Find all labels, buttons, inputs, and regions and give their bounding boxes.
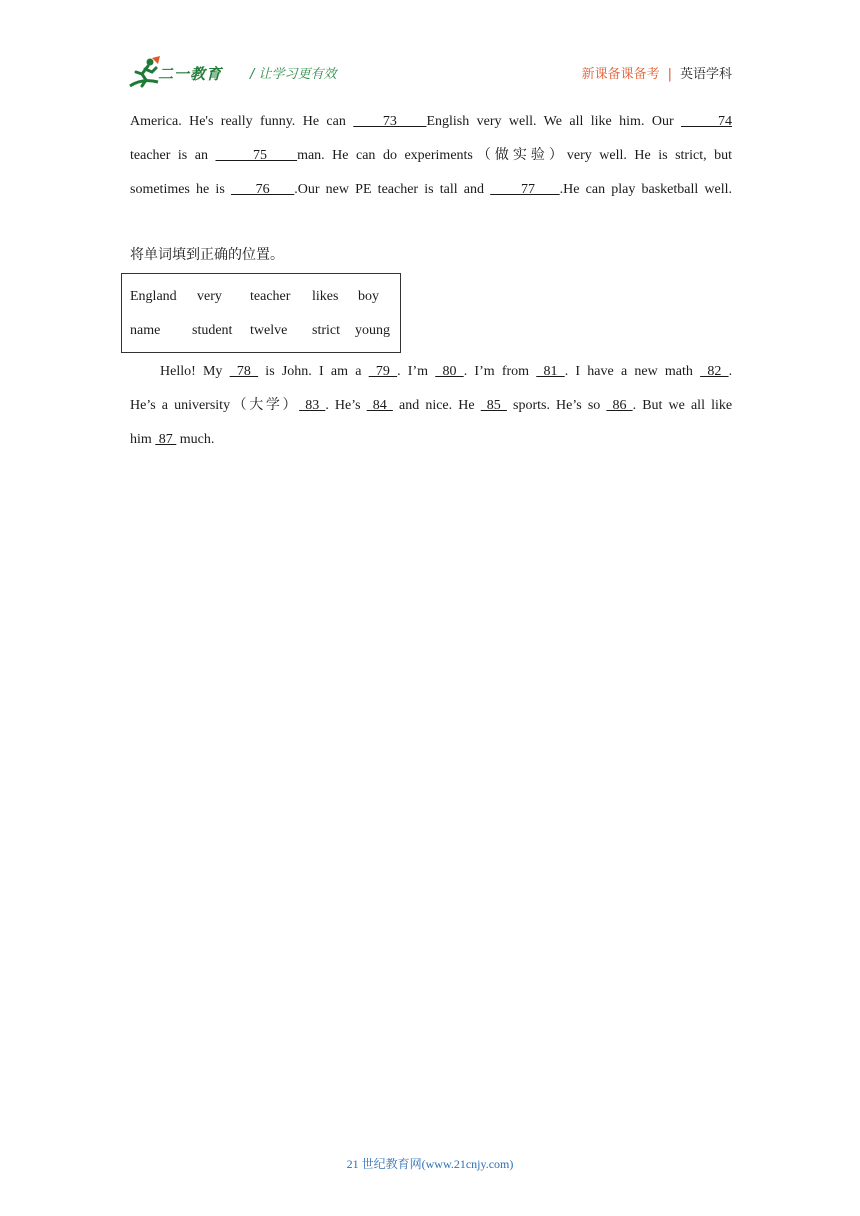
passage-2-line-2 <box>130 389 732 423</box>
footer: 21 世纪教育网(www.21cnjy.com) <box>346 1157 514 1171</box>
text-run: . <box>728 364 733 379</box>
text-run: man. He can do experiments（做实验）very well. He is strict, but <box>297 148 732 163</box>
passage-1-line-1 <box>130 105 732 139</box>
text-run: .Our new PE teacher is tall and <box>294 182 491 197</box>
text-run: English very well. We all like him. Our <box>426 114 682 129</box>
word-strict: strict <box>312 323 340 338</box>
text-run: sports. He’s so <box>506 398 607 413</box>
blank-79: 79 <box>368 364 398 379</box>
blank-86: 86 <box>606 398 633 413</box>
blank-87: 87 <box>155 432 177 447</box>
text-run: America. He's really funny. He can <box>130 114 354 129</box>
word-box <box>121 273 401 353</box>
logo <box>128 56 240 90</box>
text-run: . I’m from <box>463 364 537 379</box>
passage-2-line-1 <box>130 355 732 389</box>
word-likes: likes <box>312 289 339 304</box>
header-left-label: 新课备课备考 <box>581 67 660 82</box>
word-teacher: teacher <box>250 289 291 304</box>
text-run: . I have a new math <box>564 364 701 379</box>
text-run: .He can play basketball well. <box>559 182 733 197</box>
blank-78: 78 <box>229 364 259 379</box>
text-run: him <box>130 432 156 447</box>
text-run: . I’m <box>397 364 436 379</box>
passage-1 <box>130 105 732 207</box>
passage-1-line-3 <box>130 173 732 207</box>
word-boy: boy <box>358 289 379 304</box>
passage-2 <box>130 355 732 457</box>
subject-label: 英语学科 <box>679 67 732 82</box>
word-student: student <box>192 323 233 338</box>
blank-83: 83 <box>299 398 326 413</box>
blank-84: 84 <box>366 398 393 413</box>
blank-76: 76 <box>230 182 295 197</box>
blank-73: 73 <box>353 114 427 129</box>
instruction: 将单词填到正确的位置。 <box>130 247 284 263</box>
logo-text: 二一教育 <box>158 65 223 83</box>
blank-85: 85 <box>480 398 507 413</box>
page-header <box>128 56 732 90</box>
text-run: He’s a university（大学） <box>130 398 300 413</box>
text-run: teacher is an <box>130 148 216 163</box>
text-run: . He’s <box>325 398 367 413</box>
blank-81: 81 <box>536 364 565 379</box>
header-right <box>582 63 732 82</box>
text-run: Hello! My <box>160 364 230 379</box>
header-separator: | <box>667 67 672 82</box>
word-young: young <box>355 323 390 338</box>
word-england: England <box>130 289 177 304</box>
text-run: . But we all like <box>632 398 733 413</box>
text-run: sometimes he is <box>130 182 231 197</box>
blank-75: 75 <box>215 148 298 163</box>
blank-82: 82 <box>700 364 729 379</box>
passage-1-line-2 <box>130 139 732 173</box>
runner-logo-icon <box>128 56 162 90</box>
word-twelve: twelve <box>250 323 288 338</box>
slogan: / 让学习更有效 <box>250 67 337 82</box>
text-run: much. <box>176 432 215 447</box>
blank-74: 74 <box>681 114 733 129</box>
text-run: and nice. He <box>392 398 481 413</box>
blank-80: 80 <box>435 364 464 379</box>
word-very: very <box>197 289 222 304</box>
text-run: is John. I am a <box>258 364 369 379</box>
word-name: name <box>130 323 161 338</box>
passage-2-line-3 <box>130 423 732 457</box>
blank-77: 77 <box>490 182 560 197</box>
